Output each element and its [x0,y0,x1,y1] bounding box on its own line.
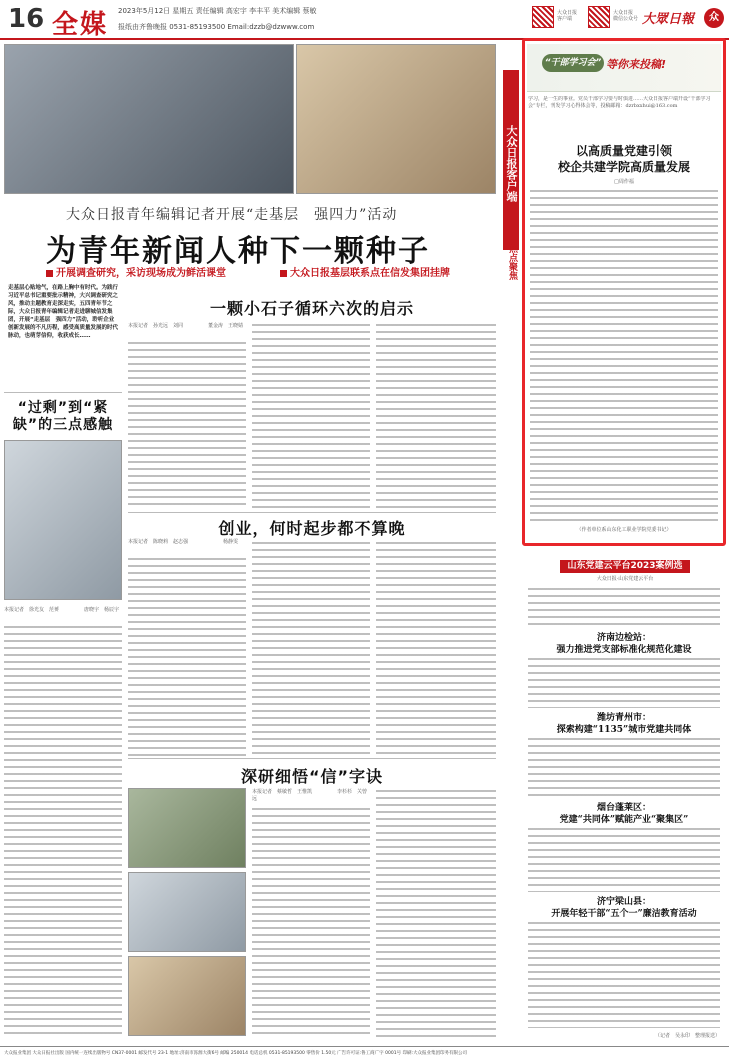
study-intro: 学习，是一生的事业。党员干部学习要与时俱进……大众日报客户端开设“干部学习会”专栏，刊发学习心得体会等，投稿邮箱：dzrbxxhui@163.com [528,96,711,109]
left-article-body [4,624,122,1039]
right-credit: （记者 吴永印 整理报送） [654,1033,720,1039]
page-header [0,0,729,40]
article1-byline: 本报记者 孙光远 刘同 董金涛 王晓婧 [128,323,244,329]
header-meta-1: 2023年5月12日 星期五 责任编辑 高宏宇 李丰平 美术编辑 蔡敏 [118,7,317,15]
main-subline-2 [280,264,450,279]
item1-title-line1: 济南边检站： [596,633,651,643]
study-ribbon: “干部学习会” [542,54,604,72]
qr-code-icon[interactable] [588,6,610,28]
qr-label-1: 大众日报 客户端 [557,10,578,22]
hot-topic-label: 热点聚焦 [507,244,517,280]
study-ribbon-2: 等你来投稿! [606,58,667,71]
newspaper-logo: 大眾日報 [642,12,695,27]
article1-title: 一颗小石子循环六次的启示 [209,299,414,318]
intro-text: 走基层心贴地气，在路上胸中有时代。为践行习近平总书记重要批示精神，大兴调查研究之风，推动主题教育走深走实，五四青年节之际，大众日报青年编辑记者走进聊城信发集团，开展“走基层 强四力”活动，聆听企业创新发展的不凡历程，感受高质量发展的时代脉动，也萌芽信仰，收获成长…… [8,285,119,339]
article1-col1 [128,340,246,510]
article3-byline: 本报记者 蔡敏哲 王惟凯 李杉杉 关曾远 [252,789,368,802]
boxed-title-line1: 以高质量党建引领 [575,144,672,158]
article2-title: 创业，何时起步都不算晚 [218,519,406,538]
page-number: 16 [8,4,45,34]
qr-label-2: 大众日报 微信公众号 [613,10,639,22]
article3-col2 [252,806,370,1038]
article1-col3 [376,322,496,510]
header-meta-2: 报纸由齐鲁晚报 0531-85193500 Email:dzzb@dzwww.com [118,23,315,31]
boxed-title-line2: 校企共建学院高质量发展 [557,160,690,174]
client-vertical-banner: 大众日报客户端 [503,70,519,250]
party-cloud-tag: 山东党建云平台2023案例选 [560,560,690,573]
divider [128,512,496,513]
article2-col1 [128,556,246,756]
section-title: 全媒 [52,10,109,40]
left-article-title: “过剩”到“紧缺”的三点感触 [12,400,114,433]
boxed-author: □周作福 [614,179,634,185]
article3-photo-1 [128,788,246,868]
item4-title-line1: 济宁梁山县： [596,897,651,907]
article3-photo-2 [128,872,246,952]
main-subline-2-text: 大众日报基层联系点在信发集团挂牌 [290,268,450,279]
factory-photo-2 [296,44,496,194]
factory-photo-1 [4,44,294,194]
article3-photo-3 [128,956,246,1036]
article3-col3 [376,788,496,1038]
main-headline: 为青年新闻人种下一颗种子 [46,234,430,269]
item1-body [528,656,720,708]
right-intro-body [528,586,720,626]
page-footer: 大众报业集团 大众日报社出版 国内统一连续出版物号 CN37-0001 邮发代号 23-1 地址:济南市泺源大街6号 邮编 250014 电话总机 0531-85193500 零售价 1.50元 广告许可证:鲁工商广字 0001号 印刷:大众报业集团印务有限公司 [0,1046,729,1059]
article1-col2 [252,322,370,510]
item3-title-line1: 烟台蓬莱区： [596,803,651,813]
article3-title: 深研细悟“信”字诀 [240,767,384,786]
main-subline-1-text: 开展调查研究，采访现场成为鲜活课堂 [56,268,226,279]
item2-body [528,736,720,798]
item4-body [528,920,720,1028]
boxed-body [530,188,718,522]
article2-byline: 本报记者 陈晓莉 赵志强 杨静雯 [128,539,239,545]
item2-title-line2: 探索构建“1135”城市党建共同体 [556,725,692,735]
left-article-byline: 本报记者 徐光友 范赟 唐晓宇 杨辰宇 [4,607,120,613]
item1-title-line2: 强力推进党支部标准化规范化建设 [556,645,692,655]
divider [4,392,122,393]
article2-col2 [252,540,370,756]
boxed-author-note: （作者单位系山东化工职业学院党委书记） [576,527,672,533]
article2-col3 [376,540,496,756]
item2-title-line1: 潍坊青州市： [596,713,651,723]
item3-body [528,826,720,892]
item3-title-line2: 党建“共同体”赋能产业“聚集区” [559,815,689,825]
divider [128,758,496,759]
item4-title-line2: 开展年轻干部“五个一”廉洁教育活动 [551,909,697,919]
main-kicker: 大众日报青年编辑记者开展“走基层 强四力”活动 [66,207,398,223]
warehouse-photo [4,440,122,600]
qr-code-icon[interactable] [532,6,554,28]
main-subline-1 [46,264,226,279]
party-cloud-tag-sub: 大众日报·山东党建云平台 [596,576,654,582]
logo-icon: 众 [704,8,724,28]
